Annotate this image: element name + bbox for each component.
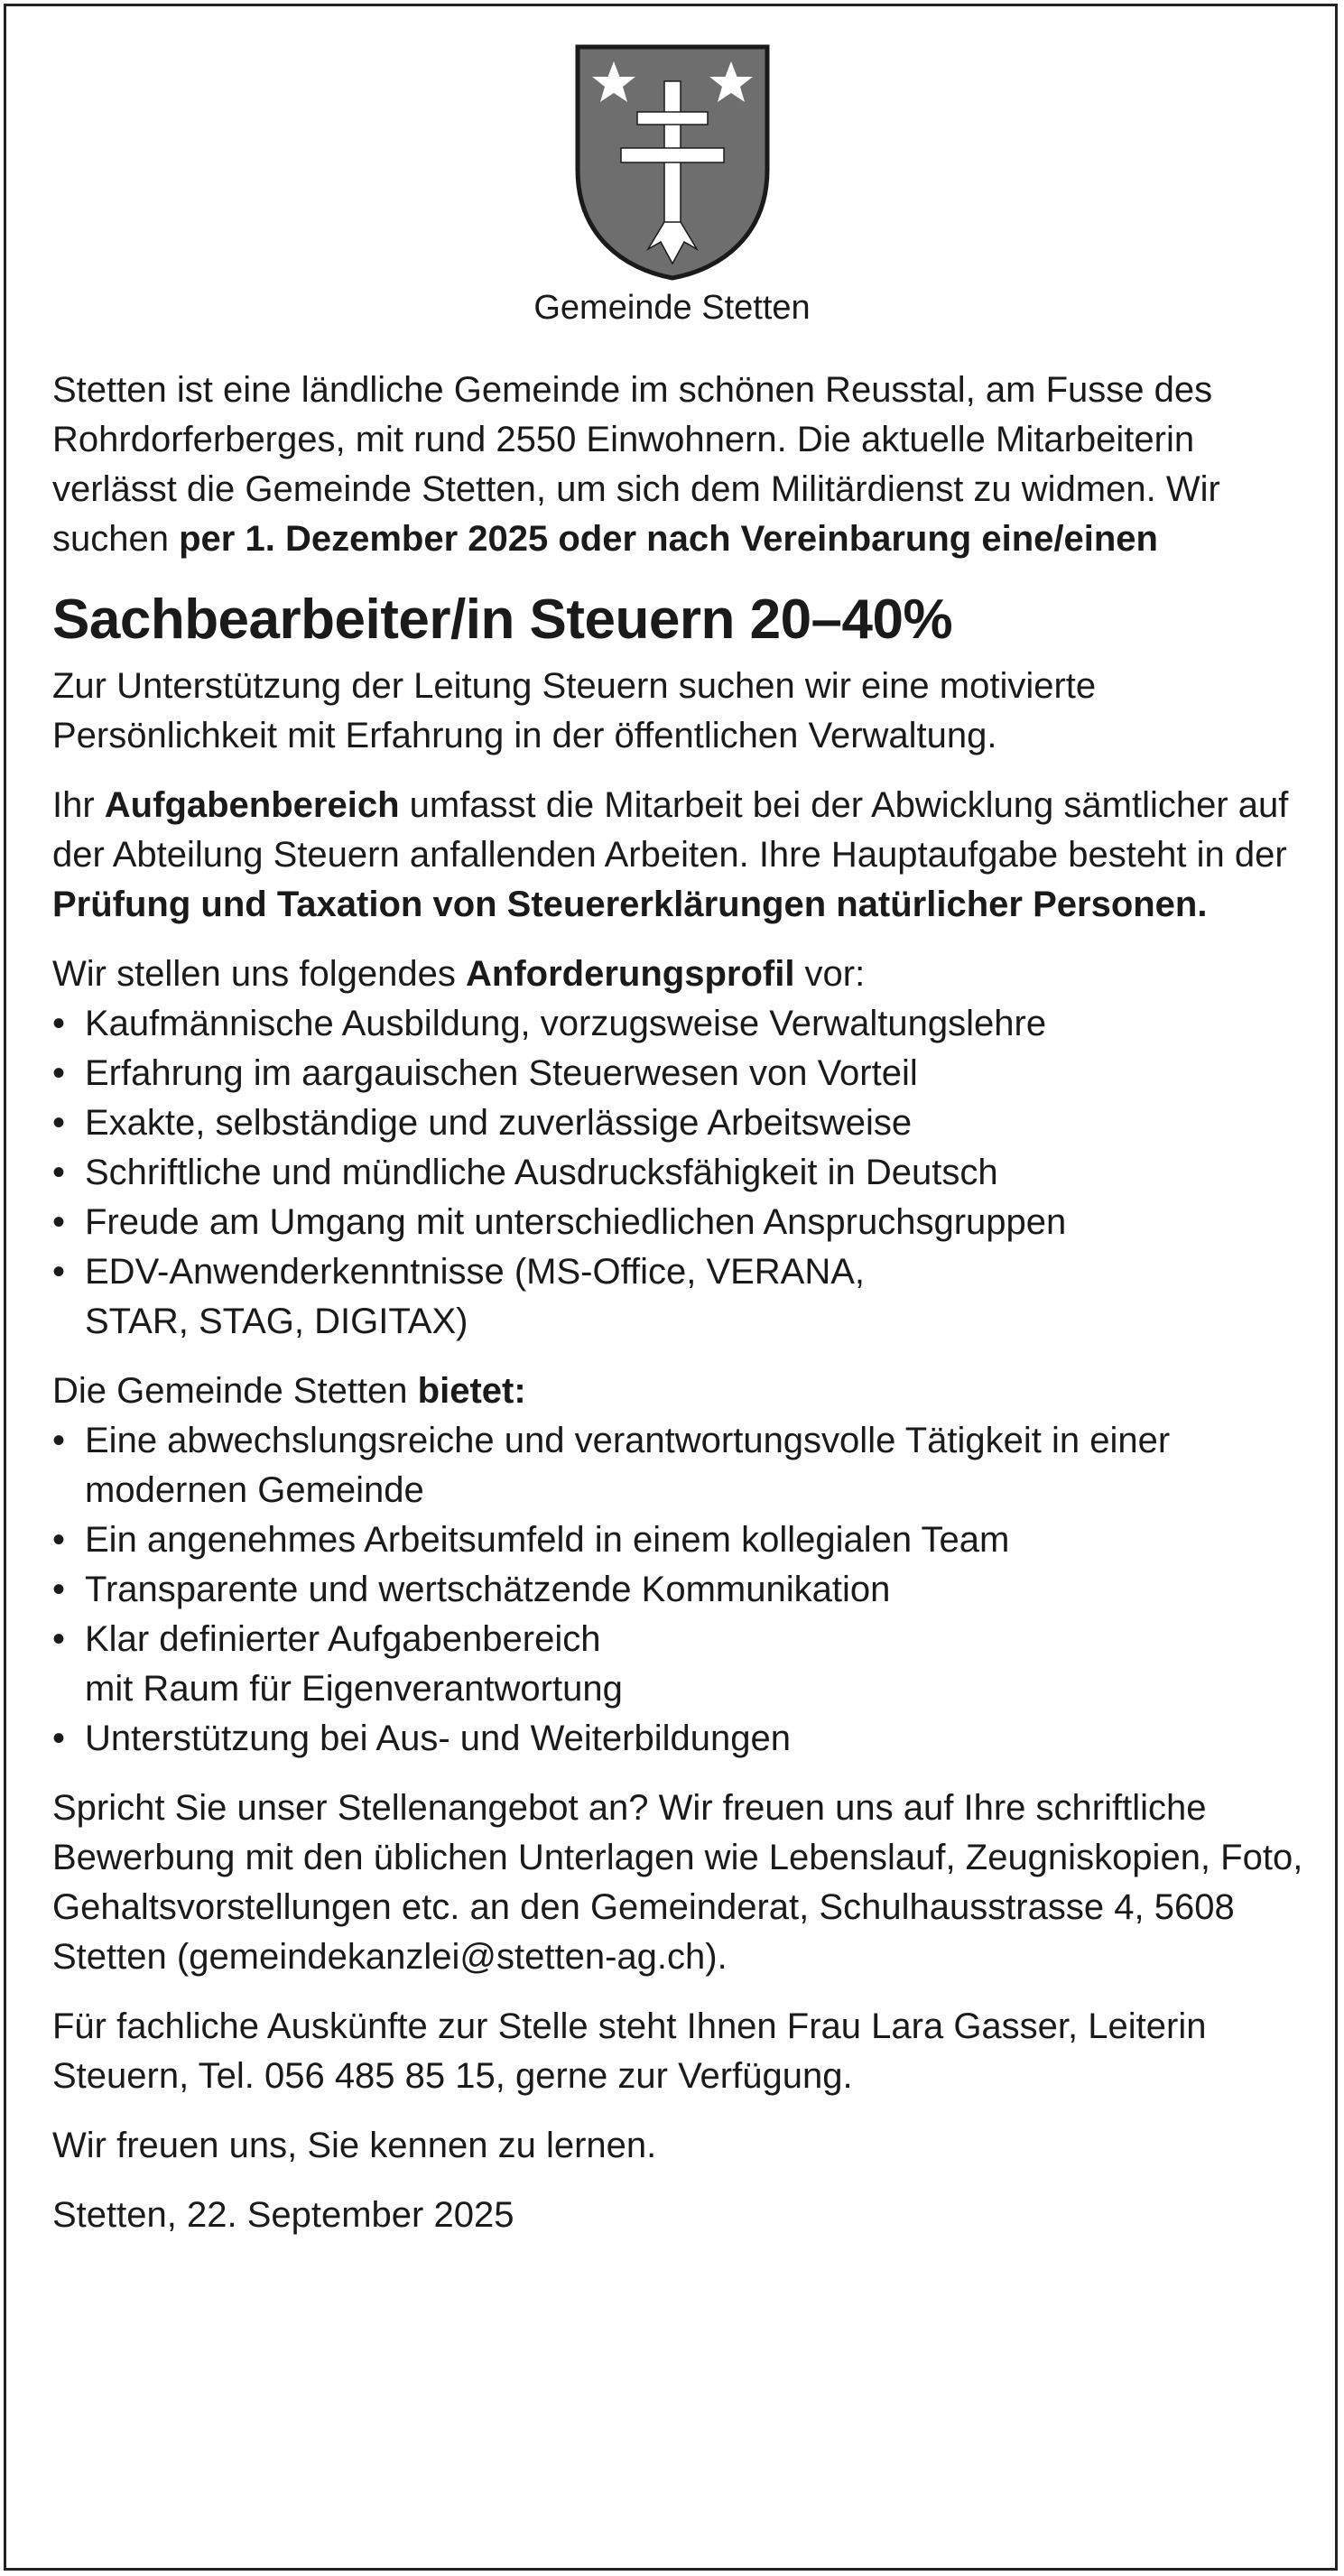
list-item: • Schriftliche und mündliche Ausdrucksfähigkeit in Deutsch bbox=[52, 1153, 998, 1192]
date-line: Stetten, 22. September 2025 bbox=[52, 2195, 514, 2235]
list-item: • Erfahrung im aargauischen Steuerwesen von Vorteil bbox=[52, 1053, 918, 1093]
requirements-list bbox=[52, 999, 1307, 1347]
closing-line: Wir freuen uns, Sie kennen zu lernen. bbox=[52, 2126, 657, 2165]
support-paragraph: Zur Unterstützung der Leitung Steuern suchen wir eine motivierte Persönlichkeit mit Erfahrung in der öffentlichen Verwaltung. bbox=[52, 666, 1097, 755]
list-item: • Kaufmännische Ausbildung, vorzugsweise Verwaltungslehre bbox=[52, 1004, 1047, 1043]
coat-of-arms-logo bbox=[572, 43, 773, 282]
contact-paragraph: Für fachliche Auskünfte zur Stelle steht Ihnen Frau Lara Gasser, Leiterin Steuern, Tel. 056 485 85 15, gerne zur Verfügung. bbox=[52, 2006, 1207, 2096]
list-item: • Exakte, selbständige und zuverlässige Arbeitsweise bbox=[52, 1103, 913, 1143]
tasks-paragraph: Ihr Aufgabenbereich umfasst die Mitarbeit bei der Abwicklung sämtlicher auf der Abteilung Steuern anfallenden Arbeiten. Ihre Hauptaufgabe besteht in der Prüfung und Taxation von Steuererklärungen natürlicher Personen. bbox=[52, 785, 1289, 924]
list-item: • Eine abwechslungsreiche und verantwortungsvolle Tätigkeit in einer modernen Gemeinde bbox=[52, 1421, 1171, 1510]
offer-heading: Die Gemeinde Stetten bietet: bbox=[52, 1371, 526, 1411]
list-item: • Unterstützung bei Aus- und Weiterbildungen bbox=[52, 1719, 791, 1758]
job-title: Sachbearbeiter/in Steuern 20–40% bbox=[52, 588, 953, 651]
list-item: • Ein angenehmes Arbeitsumfeld in einem kollegialen Team bbox=[52, 1520, 1010, 1560]
offer-list bbox=[52, 1416, 1307, 1764]
municipality-name: Gemeinde Stetten bbox=[533, 289, 811, 327]
list-item: • Transparente und wertschätzende Kommunikation bbox=[52, 1570, 891, 1609]
job-advertisement bbox=[52, 366, 1307, 2240]
list-item: • EDV-Anwenderkenntnisse (MS-Office, VERANA, STAR, STAG, DIGITAX) bbox=[52, 1252, 866, 1341]
list-item: • Klar definierter Aufgabenbereich mit Raum für Eigenverantwortung bbox=[52, 1619, 623, 1709]
list-item: • Freude am Umgang mit unterschiedlichen Anspruchsgruppen bbox=[52, 1202, 1067, 1242]
requirements-heading: Wir stellen uns folgendes Anforderungsprofil vor: bbox=[52, 954, 866, 994]
application-paragraph: Spricht Sie unser Stellenangebot an? Wir freuen uns auf Ihre schriftliche Bewerbung mit den üblichen Unterlagen wie Lebenslauf, Zeugniskopien, Foto, Gehaltsvorstellungen etc. an den Gemeinderat, Schulhausstrasse 4, 5608 Stetten (gemeindekanzlei@stetten-ag.ch). bbox=[52, 1788, 1303, 1977]
intro-paragraph: Stetten ist eine ländliche Gemeinde im schönen Reusstal, am Fusse des Rohrdorferberges, mit rund 2550 Einwohnern. Die aktuelle Mitarbeiterin verlässt die Gemeinde Stetten, um sich dem Militärdienst zu widmen. Wir suchen per 1. Dezember 2025 oder nach Vereinbarung eine/einen bbox=[52, 370, 1220, 559]
